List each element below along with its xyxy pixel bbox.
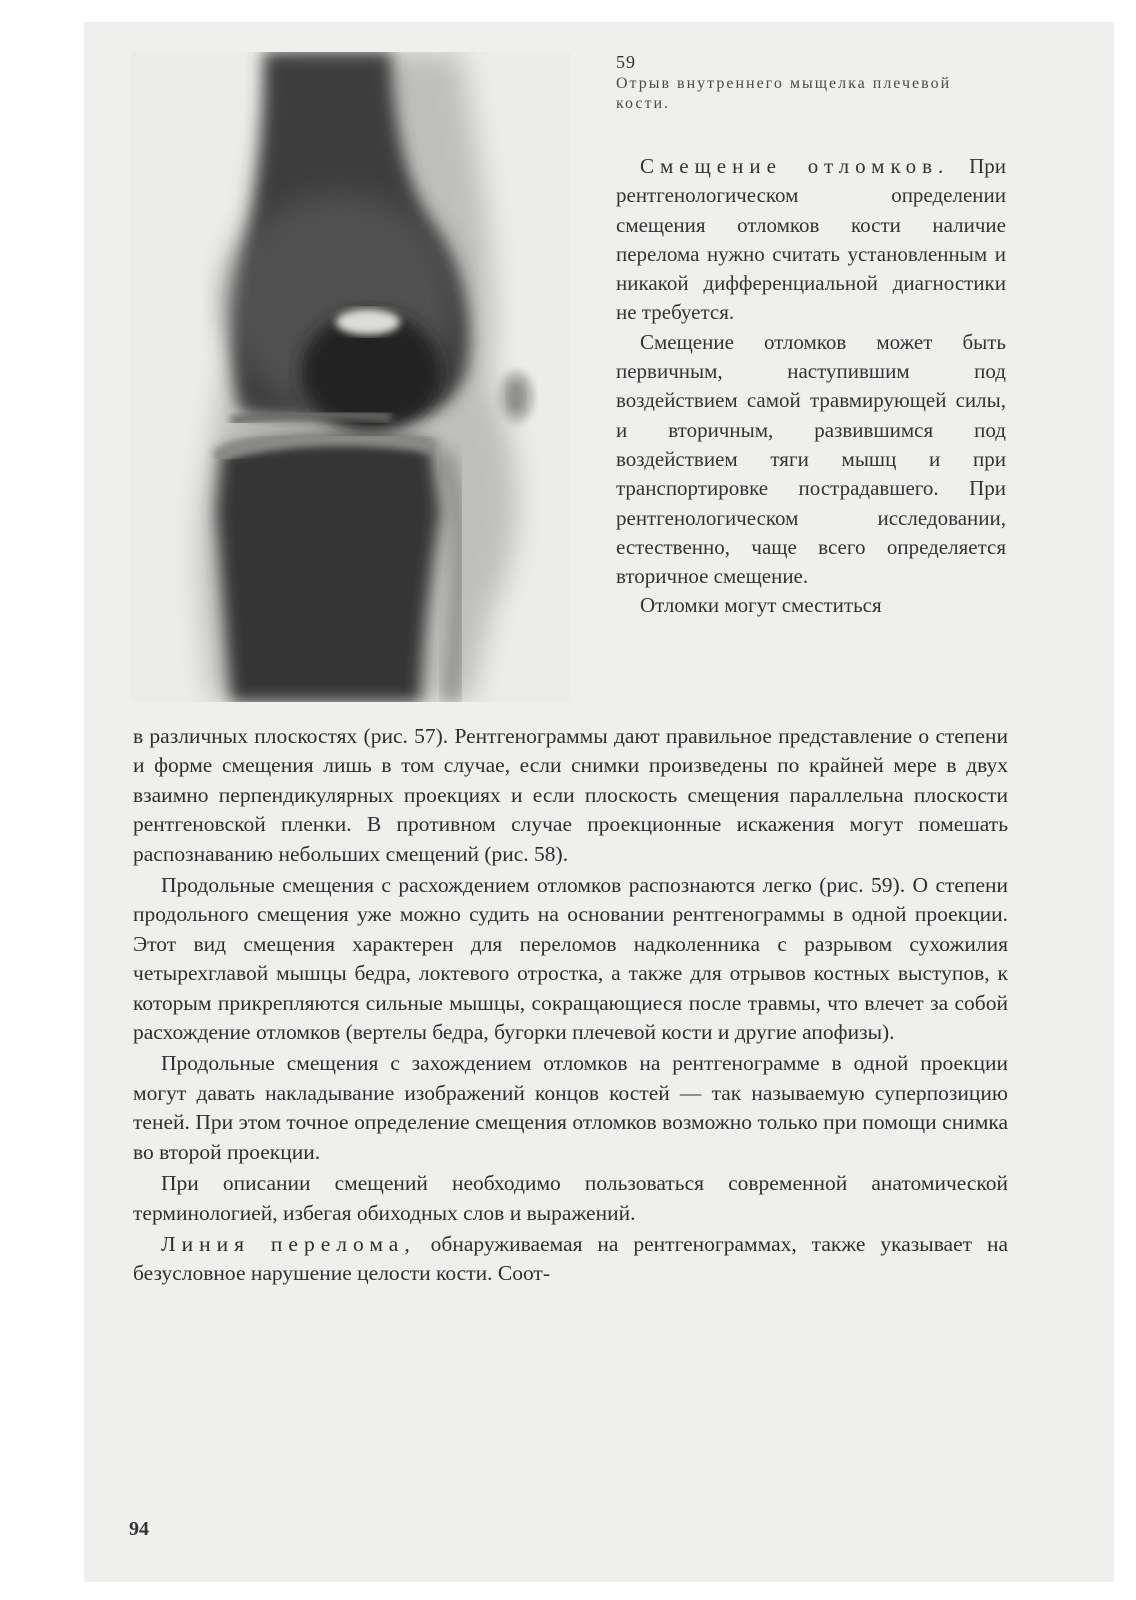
paragraph <box>133 1230 1008 1289</box>
run-in-heading: Линия перелома, <box>161 1231 416 1256</box>
side-column-text <box>616 152 1006 621</box>
xray-image <box>131 52 571 702</box>
paragraph: Продольные смещения с захождением отломков на рентгенограмме в одной проекции могут давать накладывание изображений концов костей — так называемую суперпозицию теней. При этом точное определение смещения отломков возможно только при помощи снимка во второй проекции. <box>133 1051 1008 1164</box>
paragraph-text: При рентгенологическом определении смещения отломков кости наличие перелома нужно считать установленным и никакой дифференциальной диагностики не требуется. <box>616 154 1007 325</box>
paragraph: Смещение отломков может быть первичным, наступившим под воздействием самой травмирующей силы, и вторичным, развившимся под воздействием тяги мышц и при транспортировке пострадавшего. При рентгенологическом исследовании, естественно, чаще всего определяется вторичное смещение. <box>616 329 1006 589</box>
paragraph: При описании смещений необходимо пользоваться современной анатомической терминологией, избегая обиходных слов и выражений. <box>133 1171 1008 1225</box>
figure-caption: Отрыв внутреннего мыщелка плечевой кости. <box>616 75 952 112</box>
paragraph: в различных плоскостях (рис. 57). Рентгенограммы дают правильное представление о степени и форме смещения лишь в том случае, если снимки произведены по крайней мере в двух взаимно перпендикулярных проекциях и если плоскость смещения параллельна плоскости рентгеновской пленки. В противном случае проекционные искажения могут помешать распознаванию небольших смещений (рис. 58). <box>133 724 1008 866</box>
body-text <box>133 722 1008 1291</box>
paragraph: Продольные смещения с расхождением отломков распознаются легко (рис. 59). О степени продольного смещения уже можно судить на основании рентгенограммы в одной проекции. Этот вид смещения характерен для переломов надколенника с разрывом сухожилия четырехглавой мышцы бедра, локтевого отростка, а также для отрывов костных выступов, к которым прикрепляются сильные мышцы, сокращающиеся после травмы, что влечет за собой расхождение отломков (вертелы бедра, бугорки плечевой кости и другие апофизы). <box>133 873 1008 1045</box>
paragraph <box>616 152 1006 328</box>
page-number: 94 <box>129 1518 149 1540</box>
paragraph: Отломки могут сместиться <box>640 593 882 618</box>
figure-number: 59 <box>616 52 636 72</box>
paragraph-text: обнаруживаемая на рентгенограммах, также указывает на безусловное нарушение целости кости. Соот- <box>133 1231 1009 1286</box>
run-in-heading: Смещение отломков. <box>640 154 950 178</box>
